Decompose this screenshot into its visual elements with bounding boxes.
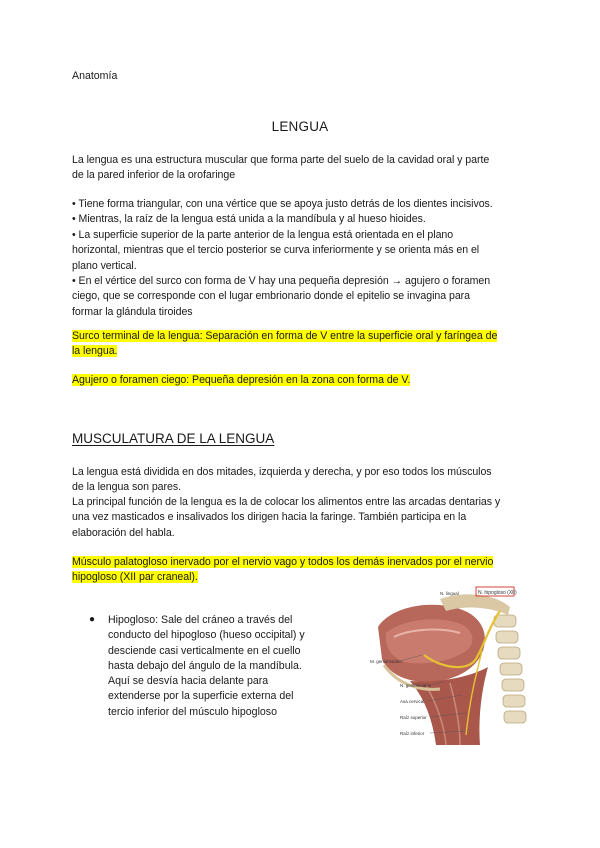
list-line: Hipogloso: Sale del cráneo a través del — [108, 614, 293, 626]
figure-label: N. lingual — [440, 591, 459, 596]
paragraph-line: La principal función de la lengua es la de colocar los alimentos entre las arcadas dentarias y — [72, 496, 501, 508]
section-title: MUSCULATURA DE LA LENGUA — [72, 431, 275, 446]
bullet-line: ciego, que se corresponde con el lugar embrionario donde el epitelio se invagina para — [72, 290, 470, 303]
page-title: LENGUA — [271, 119, 329, 134]
list-bullet: ● — [89, 614, 96, 625]
highlighted-text: la lengua. — [72, 345, 118, 358]
list-line: hasta debajo del ángulo de la mandíbula. — [108, 659, 302, 672]
highlight-inervacion — [72, 555, 532, 586]
section-paragraph-1 — [72, 465, 532, 496]
bullet-line: plano vertical. — [72, 259, 137, 272]
intro-line: de la pared inferior de la orofaringe — [72, 169, 236, 182]
paragraph-line: elaboración del habla. — [72, 526, 175, 539]
figure-label: Raíz superior — [400, 715, 427, 720]
intro-line: La lengua es una estructura muscular que forma parte del suelo de la cavidad oral y parte — [72, 154, 490, 166]
figure-label: N. geniohioideo — [400, 683, 432, 688]
intro-paragraph — [72, 153, 532, 184]
list-line: extenderse por la superficie externa del — [108, 690, 294, 703]
bullet-line: • La superficie superior de la parte anterior de la lengua está orientada en el plano — [72, 228, 454, 241]
list-line: conducto del hipogloso (hueso occipital) y — [108, 629, 305, 642]
hipogloso-list-item — [108, 613, 323, 720]
paragraph-line: de la lengua son pares. — [72, 481, 181, 494]
bullet-line: • Mientras, la raíz de la lengua está unida a la mandíbula y al hueso hioides. — [72, 213, 426, 226]
bullets-paragraph — [72, 197, 532, 320]
section-paragraph-2 — [72, 495, 532, 541]
bullet-line: • En el vértice del surco con forma de V hay una pequeña depresión → agujero o foramen — [72, 275, 491, 288]
bullet-line: formar la glándula tiroides — [72, 305, 193, 318]
list-line: desciende casi verticalmente en el cuello — [108, 644, 301, 657]
highlighted-text: Agujero o foramen ciego: Pequeña depresión en la zona con forma de V. — [72, 374, 411, 386]
figure-label: M. geniohioideo — [370, 659, 402, 664]
list-line: tercio inferior del músculo hipogloso — [108, 705, 277, 718]
highlight-surco-terminal — [72, 329, 532, 360]
paragraph-line: una vez masticados e insalivados los dirigen hacia la faringe. También participa en la — [72, 511, 467, 524]
paragraph-line: La lengua está dividida en dos mitades, izquierda y derecha, y por eso todos los músculos — [72, 466, 492, 478]
highlighted-text: hipogloso (XII par craneal). — [72, 571, 198, 584]
bullet-line: • Tiene forma triangular, con una vértice que se apoya justo detrás de los dientes incisivos. — [72, 198, 493, 210]
highlighted-text: Músculo palatogloso inervado por el nervio vago y todos los demás inervados por el nervio — [72, 556, 494, 568]
figure-label: Raíz inferior — [400, 731, 425, 736]
header-label: Anatomía — [72, 70, 118, 82]
bullet-line: horizontal, mientras que el tercio posterior se curva inferiormente y se orienta más en el — [72, 244, 480, 257]
figure-label: Asa cervical — [400, 699, 425, 704]
anatomical-illustration-icon — [370, 585, 536, 745]
list-line: Aquí se desvía hacia delante para — [108, 675, 269, 688]
figure-label: N. hipogloso (XII) — [478, 590, 517, 596]
highlighted-text: Surco terminal de la lengua: Separación en forma de V entre la superficie oral y faríngea de — [72, 330, 498, 342]
highlight-foramen-ciego — [72, 373, 532, 388]
